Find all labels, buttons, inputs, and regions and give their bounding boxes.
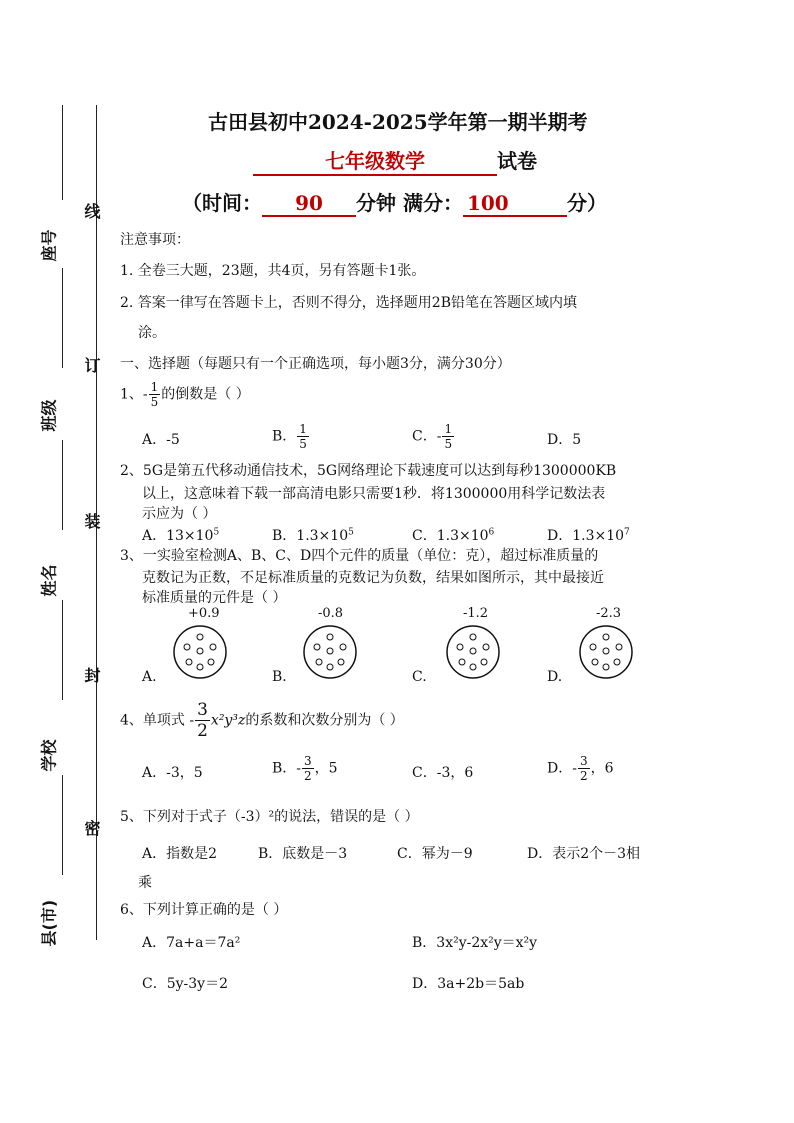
county-field-line[interactable] — [62, 775, 63, 875]
q1-option-b[interactable]: B． $\frac{1}{5}$ — [272, 422, 307, 451]
q1-option-d[interactable]: D．5 — [547, 432, 582, 448]
note-2-cont: 涂。 — [138, 325, 166, 341]
question-3-line-2: 克数记为正数，不足标准质量的克数记为负数，结果如图所示，其中最接近 — [142, 570, 604, 586]
exam-title: 古田县初中2024-2025学年第一期半期考 — [208, 110, 588, 134]
q5-option-c[interactable]: C．幂为－9 — [397, 846, 473, 862]
component-d-icon — [578, 624, 634, 680]
q5-option-d[interactable]: D．表示2个－3相 — [527, 846, 641, 862]
seat-field-label: 座号 — [39, 229, 59, 262]
q3-option-a[interactable]: A. — [142, 669, 157, 685]
time-value: 90 — [262, 191, 356, 217]
q2-option-b[interactable]: B．$1.3\times 10^5$ — [272, 527, 354, 544]
q1-option-c[interactable]: C．- $\frac{1}{5}$ — [412, 422, 453, 451]
paper-suffix: 试卷 — [497, 149, 537, 173]
question-1-stem: 1、- $\frac{1}{5}$ 的倒数是（ ） — [120, 380, 250, 409]
q6-option-b[interactable]: B．3x²y-2x²y＝x²y — [412, 935, 538, 951]
q5-option-d-cont: 乘 — [138, 875, 152, 891]
q3-option-c[interactable]: C. — [412, 669, 427, 685]
section-1-heading: 一、选择题（每题只有一个正确选项，每小题3分，满分30分） — [120, 356, 511, 372]
q5-option-a[interactable]: A．指数是2 — [142, 846, 218, 862]
component-d-value: -2.3 — [596, 606, 622, 621]
question-2-line-2: 以上，这意味着下载一部高清电影只需要1秒．将1300000用科学记数法表 — [142, 486, 606, 502]
class-field-line[interactable] — [62, 268, 63, 368]
q6-option-a[interactable]: A．7a+a＝7a² — [142, 935, 241, 951]
name-field-line[interactable] — [62, 440, 63, 530]
question-3-line-3: 标准质量的元件是（ ） — [142, 590, 287, 606]
notes-heading: 注意事项： — [120, 232, 190, 248]
seat-field-line[interactable] — [62, 105, 63, 200]
county-field-label: 县(市) — [39, 899, 59, 947]
component-a-icon — [172, 624, 228, 680]
subject-line — [253, 145, 537, 176]
component-c-value: -1.2 — [463, 606, 489, 621]
q3-option-d[interactable]: D. — [547, 669, 563, 685]
score-unit: 分） — [566, 191, 607, 215]
question-2-line-3: 示应为（ ） — [142, 506, 217, 522]
q6-option-d[interactable]: D．3a+2b＝5ab — [412, 976, 525, 992]
school-field-line[interactable] — [62, 600, 63, 700]
q3-option-b[interactable]: B. — [272, 669, 287, 685]
q6-option-c[interactable]: C．5y-3y＝2 — [142, 976, 228, 992]
q2-option-a[interactable]: A．$13\times 10^5$ — [142, 527, 220, 544]
q2-option-d[interactable]: D．$1.3\times 10^7$ — [547, 527, 630, 544]
q4-option-b[interactable]: B．- $\frac{3}{2}$ ，5 — [272, 754, 338, 783]
question-4-stem: 4、单项式 - $\frac{3}{2}$ x²y³z的系数和次数分别为（ ） — [120, 700, 404, 741]
time-unit: 分钟 满分： — [356, 191, 463, 215]
school-field-label: 学校 — [39, 739, 59, 772]
component-a-value: +0.9 — [188, 606, 220, 621]
score-value: 100 — [463, 191, 567, 217]
question-6-stem: 6、下列计算正确的是（ ） — [120, 902, 288, 918]
component-b-icon — [302, 624, 358, 680]
question-5-stem: 5、下列对于式子（-3）²的说法，错误的是（ ） — [120, 809, 419, 825]
binding-label-line: 线 — [82, 203, 101, 219]
q4-option-c[interactable]: C．-3，6 — [412, 765, 474, 781]
question-3-line-1: 3、一实验室检测A、B、C、D四个元件的质量（单位：克），超过标准质量的 — [120, 548, 599, 564]
binding-label-bind: 装 — [82, 513, 101, 529]
name-field-label: 姓名 — [39, 564, 59, 597]
binding-label-order: 订 — [82, 357, 101, 373]
class-field-label: 班级 — [39, 399, 59, 432]
question-2-line-1: 2、5G是第五代移动通信技术，5G网络理论下载速度可以达到每秒1300000KB — [120, 463, 617, 479]
binding-label-seal: 封 — [82, 667, 101, 683]
q5-option-b[interactable]: B．底数是－3 — [258, 846, 348, 862]
q4-option-a[interactable]: A．-3，5 — [142, 765, 203, 781]
note-2: 2. 答案一律写在答题卡上，否则不得分，选择题用2B铅笔在答题区域内填 — [120, 295, 578, 311]
component-c-icon — [445, 624, 501, 680]
time-score-line — [182, 187, 607, 217]
monomial: x²y³z — [210, 712, 246, 729]
binding-label-secret: 密 — [82, 820, 101, 836]
q1-option-a[interactable]: A．-5 — [142, 432, 180, 448]
q2-option-c[interactable]: C．$1.3\times 10^6$ — [412, 527, 495, 544]
note-1: 1. 全卷三大题，23题，共4页，另有答题卡1张。 — [120, 263, 426, 279]
q4-option-d[interactable]: D．- $\frac{3}{2}$ ，6 — [547, 754, 614, 783]
subject-name: 七年级数学 — [253, 145, 497, 176]
time-prefix: （时间： — [182, 191, 262, 215]
component-b-value: -0.8 — [318, 606, 344, 621]
fraction: $\frac{1}{5}$ — [150, 380, 159, 409]
